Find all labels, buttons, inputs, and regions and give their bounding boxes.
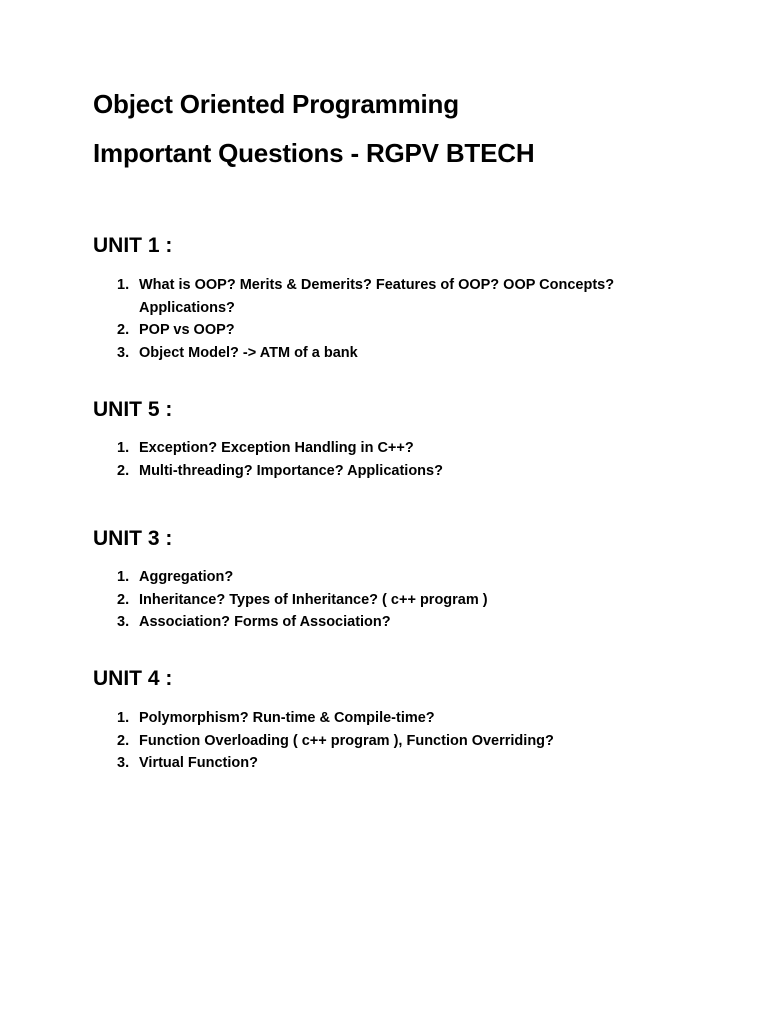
item-number: 1. [117,277,130,293]
item-number: 3. [117,344,130,361]
list-item [117,707,677,730]
item-text: Polymorphism? Run-time & Compile-time? [139,710,435,726]
list-item [117,319,677,342]
item-text: Association? Forms of Association? [139,614,391,630]
document-title: Object Oriented Programming [93,89,459,119]
item-text: Exception? Exception Handling in C++? [139,440,414,456]
list-item [117,437,677,460]
list-item [117,589,677,612]
list-item [117,611,677,634]
item-number: 1. [117,710,130,726]
item-text: Virtual Function? [139,755,258,771]
question-list [117,707,677,775]
item-text: What is OOP? Merits & Demerits? Features of OOP? OOP Concepts? Applications? [139,277,615,316]
document-subtitle: Important Questions - RGPV BTECH [93,138,535,168]
item-number: 1. [117,440,130,456]
list-item [117,730,677,753]
item-text: POP vs OOP? [139,322,235,338]
question-list [117,566,677,634]
item-text: Aggregation? [139,569,234,585]
item-number: 2. [117,322,130,338]
question-list [117,274,677,364]
section-heading: UNIT 4 : [93,667,173,690]
question-list [117,437,677,482]
item-number: 2. [117,462,130,479]
section-heading: UNIT 1 : [93,234,173,257]
list-item [117,566,677,589]
list-item [117,752,677,775]
item-text: Multi-threading? Importance? Applications? [139,462,443,479]
section-heading: UNIT 5 : [93,398,173,421]
item-text: Inheritance? Types of Inheritance? ( c++ program ) [139,591,488,608]
list-item [117,342,677,365]
list-item [117,274,677,319]
item-text: Function Overloading ( c++ program ), Function Overriding? [139,732,554,749]
item-number: 2. [117,732,130,749]
item-text: Object Model? -> ATM of a bank [139,344,358,361]
item-number: 2. [117,591,130,608]
item-number: 1. [117,569,130,585]
list-item [117,460,677,483]
section-heading: UNIT 3 : [93,527,173,550]
item-number: 3. [117,614,130,630]
item-number: 3. [117,755,130,771]
